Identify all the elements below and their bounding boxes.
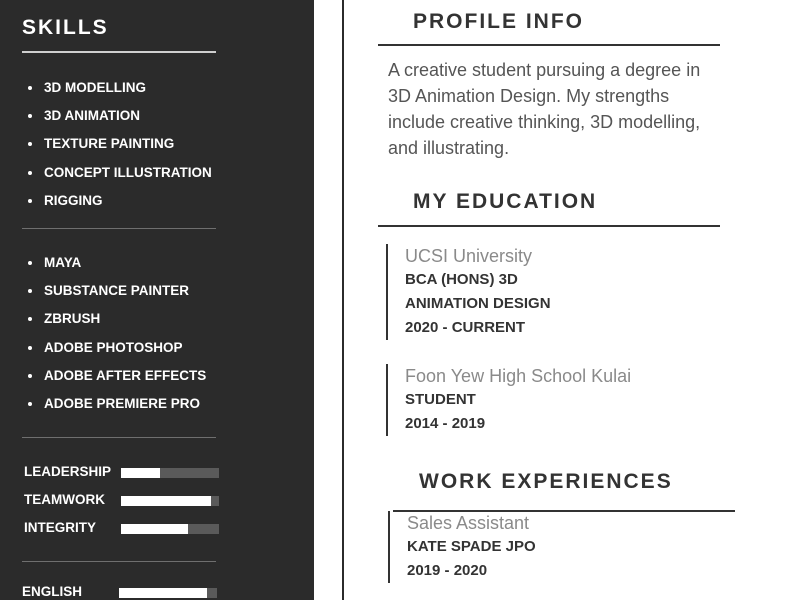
skill-item: RIGGING: [24, 192, 212, 220]
rating-track: [121, 468, 219, 478]
rating-fill: [119, 588, 207, 598]
rating-fill: [121, 468, 160, 478]
education-detail: ANIMATION DESIGN: [405, 295, 551, 312]
education-heading: MY EDUCATION: [413, 190, 598, 213]
soft-skill-label: TEAMWORK: [24, 492, 105, 507]
language-label: ENGLISH: [22, 584, 83, 599]
soft-skill-label: INTEGRITY: [24, 520, 97, 535]
school-name: UCSI University: [405, 246, 533, 266]
profile-divider: [378, 44, 720, 46]
software-item: ADOBE AFTER EFFECTS: [24, 367, 206, 395]
skills-title: SKILLS: [22, 16, 109, 39]
skill-item: 3D MODELLING: [24, 79, 212, 107]
education-divider: [378, 225, 720, 227]
education-entry: [386, 244, 551, 340]
soft-skill-rating: [24, 464, 224, 484]
software-item: ADOBE PREMIERE PRO: [24, 395, 206, 423]
software-list: [24, 254, 206, 423]
skills-divider: [22, 228, 216, 229]
rating-track: [119, 588, 217, 598]
skill-item: 3D ANIMATION: [24, 107, 212, 135]
soft-skills-divider: [22, 561, 216, 562]
work-heading: WORK EXPERIENCES: [419, 470, 673, 493]
skill-item: CONCEPT ILLUSTRATION: [24, 164, 212, 192]
skills-sidebar: [0, 0, 312, 600]
software-divider: [22, 437, 216, 438]
software-item: ZBRUSH: [24, 310, 206, 338]
education-detail: 2014 - 2019: [405, 415, 486, 432]
soft-skill-label: LEADERSHIP: [24, 464, 112, 479]
rating-fill: [121, 496, 211, 506]
software-item: MAYA: [24, 254, 206, 282]
software-item: SUBSTANCE PAINTER: [24, 282, 206, 310]
education-entry: [386, 364, 631, 436]
work-detail: 2019 - 2020: [407, 562, 488, 579]
software-item: ADOBE PHOTOSHOP: [24, 339, 206, 367]
skills-title-divider: [22, 51, 216, 53]
education-detail: STUDENT: [405, 391, 476, 408]
rating-fill: [121, 524, 188, 534]
work-detail: KATE SPADE JPO: [407, 538, 536, 555]
education-detail: 2020 - CURRENT: [405, 319, 526, 336]
rating-track: [121, 496, 219, 506]
skill-item: TEXTURE PAINTING: [24, 135, 212, 163]
soft-skill-rating: [24, 492, 224, 512]
decorative-stripe: [312, 0, 344, 600]
language-rating: [22, 584, 222, 604]
profile-text: A creative student pursuing a degree in 3D Animation Design. My strengths include creative thinking, 3D modelling, and illustrating.: [388, 60, 701, 158]
skills-list: [24, 79, 212, 220]
job-role: Sales Assistant: [407, 513, 530, 533]
school-name: Foon Yew High School Kulai: [405, 366, 632, 386]
soft-skill-rating: [24, 520, 224, 540]
education-detail: BCA (HONS) 3D: [405, 271, 518, 288]
rating-track: [121, 524, 219, 534]
work-entry: [388, 511, 536, 583]
profile-heading: PROFILE INFO: [413, 10, 584, 33]
